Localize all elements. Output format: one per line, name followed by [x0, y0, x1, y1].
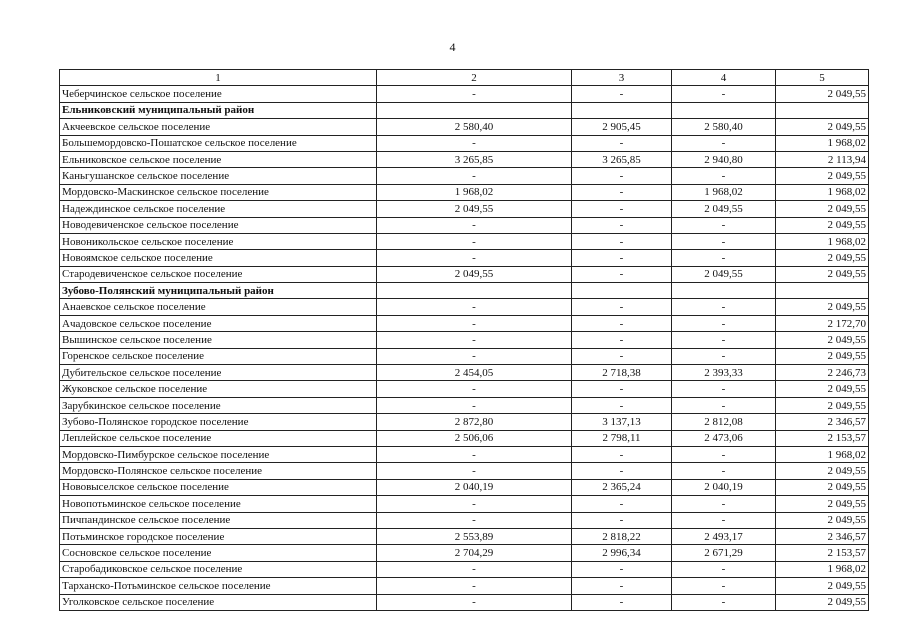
settlement-name: Сосновское сельское поселение: [60, 545, 377, 561]
value-col-5: 2 049,55: [776, 397, 869, 413]
value-col-4: 1 968,02: [672, 184, 776, 200]
table-row: [60, 496, 869, 512]
header-row: [60, 70, 869, 86]
value-col-4: -: [672, 594, 776, 610]
value-col-4: -: [672, 233, 776, 249]
empty-cell: [572, 102, 672, 118]
settlement-name: Нововыселское сельское поселение: [60, 479, 377, 495]
value-col-4: -: [672, 135, 776, 151]
table-row: [60, 250, 869, 266]
value-col-2: 2 049,55: [377, 266, 572, 282]
header-col-3: 3: [572, 70, 672, 86]
value-col-3: -: [572, 217, 672, 233]
settlement-name: Мордовско-Полянское сельское поселение: [60, 463, 377, 479]
table-row: [60, 463, 869, 479]
table-row: [60, 365, 869, 381]
settlement-name: Анаевское сельское поселение: [60, 299, 377, 315]
value-col-5: 2 049,55: [776, 381, 869, 397]
value-col-2: 2 580,40: [377, 119, 572, 135]
value-col-5: 2 172,70: [776, 315, 869, 331]
settlement-name: Большемордовско-Пошатское сельское поселение: [60, 135, 377, 151]
value-col-2: 2 454,05: [377, 365, 572, 381]
value-col-3: -: [572, 446, 672, 462]
settlement-name: Вышинское сельское поселение: [60, 332, 377, 348]
value-col-5: 2 049,55: [776, 299, 869, 315]
table-row: [60, 397, 869, 413]
section-title: Зубово-Полянский муниципальный район: [60, 283, 377, 299]
value-col-3: -: [572, 332, 672, 348]
settlement-name: Акчеевское сельское поселение: [60, 119, 377, 135]
value-col-5: 1 968,02: [776, 184, 869, 200]
value-col-3: -: [572, 201, 672, 217]
value-col-5: 2 153,57: [776, 545, 869, 561]
value-col-2: 2 506,06: [377, 430, 572, 446]
value-col-4: -: [672, 299, 776, 315]
table-row: [60, 332, 869, 348]
value-col-4: 2 049,55: [672, 201, 776, 217]
value-col-3: -: [572, 463, 672, 479]
value-col-5: 2 049,55: [776, 594, 869, 610]
value-col-3: -: [572, 266, 672, 282]
value-col-2: -: [377, 578, 572, 594]
value-col-4: -: [672, 578, 776, 594]
table-row: [60, 594, 869, 610]
value-col-4: -: [672, 168, 776, 184]
value-col-5: 2 049,55: [776, 578, 869, 594]
value-col-5: 2 049,55: [776, 266, 869, 282]
value-col-4: -: [672, 397, 776, 413]
value-col-3: 2 996,34: [572, 545, 672, 561]
value-col-2: -: [377, 512, 572, 528]
settlement-name: Новоямское сельское поселение: [60, 250, 377, 266]
value-col-2: -: [377, 594, 572, 610]
value-col-4: -: [672, 561, 776, 577]
value-col-4: 2 473,06: [672, 430, 776, 446]
table-row: [60, 168, 869, 184]
value-col-3: -: [572, 184, 672, 200]
value-col-3: -: [572, 512, 672, 528]
value-col-2: 2 704,29: [377, 545, 572, 561]
settlement-name: Тарханско-Потьминское сельское поселение: [60, 578, 377, 594]
table-row: [60, 233, 869, 249]
settlement-name: Зубово-Полянское городское поселение: [60, 414, 377, 430]
value-col-3: -: [572, 496, 672, 512]
value-col-5: 2 113,94: [776, 151, 869, 167]
table-row: [60, 381, 869, 397]
value-col-4: -: [672, 86, 776, 102]
settlement-name: Зарубкинское сельское поселение: [60, 397, 377, 413]
value-col-2: -: [377, 250, 572, 266]
table-row: [60, 414, 869, 430]
settlement-name: Дубительское сельское поселение: [60, 365, 377, 381]
settlement-name: Леплейское сельское поселение: [60, 430, 377, 446]
table-row: [60, 151, 869, 167]
value-col-3: -: [572, 315, 672, 331]
empty-cell: [776, 283, 869, 299]
value-col-3: 2 798,11: [572, 430, 672, 446]
empty-cell: [776, 102, 869, 118]
settlement-name: Каньгушанское сельское поселение: [60, 168, 377, 184]
value-col-2: -: [377, 168, 572, 184]
value-col-4: 2 040,19: [672, 479, 776, 495]
table-row: [60, 201, 869, 217]
value-col-4: -: [672, 332, 776, 348]
header-col-1: 1: [60, 70, 377, 86]
value-col-3: -: [572, 250, 672, 266]
settlements-table: [59, 69, 869, 611]
value-col-2: 3 265,85: [377, 151, 572, 167]
value-col-3: -: [572, 348, 672, 364]
value-col-3: -: [572, 578, 672, 594]
settlement-name: Уголковское сельское поселение: [60, 594, 377, 610]
settlement-name: Мордовско-Маскинское сельское поселение: [60, 184, 377, 200]
value-col-2: -: [377, 561, 572, 577]
value-col-4: -: [672, 496, 776, 512]
table-row: [60, 545, 869, 561]
value-col-5: 2 049,55: [776, 496, 869, 512]
value-col-3: -: [572, 168, 672, 184]
value-col-2: -: [377, 315, 572, 331]
value-col-2: -: [377, 463, 572, 479]
value-col-5: 2 049,55: [776, 119, 869, 135]
value-col-2: 1 968,02: [377, 184, 572, 200]
table-row: [60, 86, 869, 102]
value-col-3: -: [572, 561, 672, 577]
section-row: [60, 102, 869, 118]
value-col-2: -: [377, 135, 572, 151]
settlement-name: Новодевиченское сельское поселение: [60, 217, 377, 233]
table-row: [60, 446, 869, 462]
value-col-3: 2 818,22: [572, 528, 672, 544]
value-col-4: 2 671,29: [672, 545, 776, 561]
value-col-4: 2 580,40: [672, 119, 776, 135]
value-col-5: 2 049,55: [776, 332, 869, 348]
value-col-4: -: [672, 381, 776, 397]
value-col-4: 2 393,33: [672, 365, 776, 381]
settlement-name: Потьминское городское поселение: [60, 528, 377, 544]
value-col-5: 2 049,55: [776, 86, 869, 102]
value-col-3: -: [572, 86, 672, 102]
table-row: [60, 430, 869, 446]
value-col-3: -: [572, 299, 672, 315]
value-col-5: 2 346,57: [776, 528, 869, 544]
value-col-4: 2 940,80: [672, 151, 776, 167]
value-col-5: 2 049,55: [776, 250, 869, 266]
value-col-5: 2 049,55: [776, 168, 869, 184]
settlement-name: Ачадовское сельское поселение: [60, 315, 377, 331]
header-col-5: 5: [776, 70, 869, 86]
value-col-5: 2 049,55: [776, 479, 869, 495]
table-row: [60, 578, 869, 594]
value-col-5: 2 049,55: [776, 201, 869, 217]
settlement-name: Чеберчинское сельское поселение: [60, 86, 377, 102]
settlement-name: Горенское сельское поселение: [60, 348, 377, 364]
table-row: [60, 528, 869, 544]
value-col-5: 1 968,02: [776, 561, 869, 577]
settlement-name: Новопотьминское сельское поселение: [60, 496, 377, 512]
value-col-4: -: [672, 250, 776, 266]
value-col-5: 2 246,73: [776, 365, 869, 381]
table-row: [60, 119, 869, 135]
value-col-3: -: [572, 381, 672, 397]
table-row: [60, 512, 869, 528]
value-col-5: 1 968,02: [776, 446, 869, 462]
value-col-2: -: [377, 348, 572, 364]
value-col-3: -: [572, 233, 672, 249]
value-col-5: 2 049,55: [776, 217, 869, 233]
table-row: [60, 184, 869, 200]
section-row: [60, 283, 869, 299]
value-col-5: 1 968,02: [776, 233, 869, 249]
table-body: [60, 86, 869, 611]
value-col-3: -: [572, 135, 672, 151]
settlement-name: Мордовско-Пимбурское сельское поселение: [60, 446, 377, 462]
header-col-2: 2: [377, 70, 572, 86]
value-col-2: -: [377, 233, 572, 249]
page-number: 4: [449, 40, 456, 54]
value-col-3: 3 265,85: [572, 151, 672, 167]
value-col-4: -: [672, 348, 776, 364]
table-row: [60, 315, 869, 331]
value-col-3: 2 718,38: [572, 365, 672, 381]
value-col-3: 2 365,24: [572, 479, 672, 495]
value-col-3: 2 905,45: [572, 119, 672, 135]
value-col-4: -: [672, 446, 776, 462]
empty-cell: [572, 283, 672, 299]
empty-cell: [672, 283, 776, 299]
value-col-5: 2 346,57: [776, 414, 869, 430]
settlement-name: Стародевиченское сельское поселение: [60, 266, 377, 282]
table-row: [60, 217, 869, 233]
value-col-4: -: [672, 315, 776, 331]
header-col-4: 4: [672, 70, 776, 86]
value-col-4: -: [672, 512, 776, 528]
value-col-2: 2 872,80: [377, 414, 572, 430]
value-col-4: 2 049,55: [672, 266, 776, 282]
value-col-5: 2 049,55: [776, 348, 869, 364]
value-col-2: -: [377, 496, 572, 512]
settlement-name: Надеждинское сельское поселение: [60, 201, 377, 217]
value-col-5: 2 049,55: [776, 512, 869, 528]
value-col-2: -: [377, 397, 572, 413]
settlement-name: Новоникольское сельское поселение: [60, 233, 377, 249]
value-col-4: -: [672, 463, 776, 479]
value-col-2: -: [377, 217, 572, 233]
settlement-name: Старобадиковское сельское поселение: [60, 561, 377, 577]
value-col-2: -: [377, 299, 572, 315]
value-col-2: 2 049,55: [377, 201, 572, 217]
table-row: [60, 561, 869, 577]
value-col-4: -: [672, 217, 776, 233]
table-row: [60, 299, 869, 315]
table-row: [60, 348, 869, 364]
empty-cell: [377, 283, 572, 299]
table-row: [60, 479, 869, 495]
value-col-3: -: [572, 594, 672, 610]
section-title: Ельниковский муниципальный район: [60, 102, 377, 118]
value-col-2: 2 040,19: [377, 479, 572, 495]
settlement-name: Ельниковское сельское поселение: [60, 151, 377, 167]
table-row: [60, 135, 869, 151]
table-row: [60, 266, 869, 282]
value-col-5: 2 153,57: [776, 430, 869, 446]
settlement-name: Пичпандинское сельское поселение: [60, 512, 377, 528]
value-col-4: 2 812,08: [672, 414, 776, 430]
value-col-2: -: [377, 381, 572, 397]
value-col-2: -: [377, 86, 572, 102]
value-col-2: 2 553,89: [377, 528, 572, 544]
settlement-name: Жуковское сельское поселение: [60, 381, 377, 397]
empty-cell: [377, 102, 572, 118]
empty-cell: [672, 102, 776, 118]
value-col-2: -: [377, 446, 572, 462]
value-col-4: 2 493,17: [672, 528, 776, 544]
value-col-2: -: [377, 332, 572, 348]
value-col-3: -: [572, 397, 672, 413]
value-col-5: 1 968,02: [776, 135, 869, 151]
value-col-5: 2 049,55: [776, 463, 869, 479]
value-col-3: 3 137,13: [572, 414, 672, 430]
